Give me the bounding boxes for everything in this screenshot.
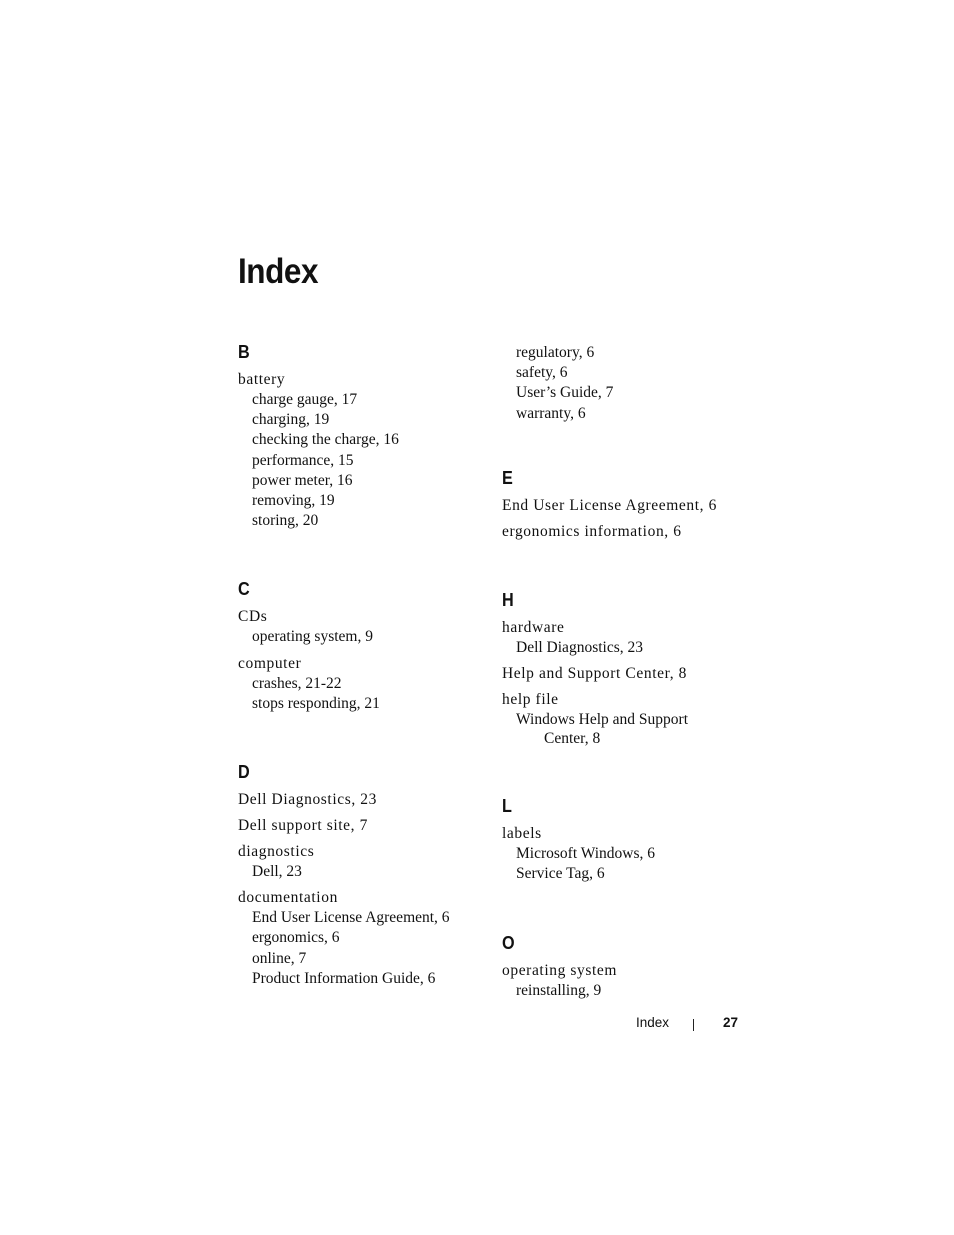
continued-subentries (502, 343, 742, 424)
index-term: operating system (502, 961, 618, 979)
subentry-list (502, 981, 742, 1001)
index-term: diagnostics (238, 843, 315, 861)
index-section (502, 794, 742, 884)
index-term: computer (238, 654, 302, 672)
index-subentry: crashes, 21-22 (252, 674, 342, 692)
section-letter: H (502, 589, 514, 610)
index-subentry: performance, 15 (252, 451, 354, 469)
index-entry (238, 607, 478, 647)
index-entry (502, 664, 742, 684)
index-column-left (238, 340, 478, 1035)
index-section (238, 577, 478, 714)
index-subentry: regulatory, 6 (516, 344, 595, 361)
index-entry (238, 370, 478, 531)
subentry-list (238, 627, 478, 647)
subentry-text: Windows Help and Support (516, 711, 689, 729)
index-section (502, 588, 742, 748)
index-entry (502, 522, 742, 542)
index-term: Dell support site, 7 (238, 817, 368, 835)
subentry-continuation: Center, 8 (544, 730, 601, 748)
index-subentry: charging, 19 (252, 411, 330, 429)
section-letter: L (502, 796, 512, 817)
index-subentry: power meter, 16 (252, 471, 353, 489)
index-entry (238, 654, 478, 714)
index-term: Dell Diagnostics, 23 (238, 791, 377, 809)
index-term: CDs (238, 608, 268, 626)
footer-section-label: Index (636, 1015, 670, 1030)
index-subentry: ergonomics, 6 (252, 929, 340, 947)
index-entry (238, 790, 478, 810)
section-letter: O (502, 932, 515, 953)
index-term: hardware (502, 618, 565, 636)
index-term: ergonomics information, 6 (502, 522, 682, 540)
index-entry (502, 496, 742, 516)
index-section (238, 340, 478, 531)
index-term: battery (238, 371, 286, 388)
index-term: documentation (238, 889, 338, 907)
index-term: help file (502, 691, 559, 709)
subentry-list (502, 844, 742, 884)
index-column-right (502, 340, 742, 1047)
section-letter: B (238, 342, 250, 362)
index-subentry: Dell, 23 (252, 863, 302, 881)
index-entry (502, 690, 742, 748)
subentry-list (238, 908, 478, 989)
index-subentry: online, 7 (252, 949, 307, 967)
subentry-list (502, 710, 742, 748)
subentry-list (238, 390, 478, 531)
index-subentry: Microsoft Windows, 6 (516, 845, 656, 863)
index-subentry: Product Information Guide, 6 (252, 969, 436, 987)
index-entry (238, 888, 478, 989)
index-entry (502, 618, 742, 658)
index-subentry: End User License Agreement, 6 (252, 909, 450, 927)
index-subentry: safety, 6 (516, 364, 568, 382)
index-subentry: Service Tag, 6 (516, 865, 605, 883)
index-subentry: stops responding, 21 (252, 694, 380, 712)
index-term: labels (502, 825, 542, 843)
section-letter: C (238, 579, 250, 600)
index-term: End User License Agreement, 6 (502, 496, 717, 514)
subentry-list (238, 862, 478, 882)
index-term: Help and Support Center, 8 (502, 665, 688, 683)
index-entry (238, 842, 478, 882)
index-subentry: reinstalling, 9 (516, 981, 602, 999)
index-subentry: checking the charge, 16 (252, 431, 399, 449)
index-subentry: User’s Guide, 7 (516, 384, 614, 402)
page-footer (636, 1015, 740, 1035)
page-title: Index (238, 252, 319, 291)
index-subentry (502, 710, 742, 748)
section-letter: E (502, 467, 513, 488)
index-subentry: charge gauge, 17 (252, 391, 358, 408)
footer-separator (693, 1019, 694, 1031)
index-subentry: warranty, 6 (516, 404, 586, 422)
index-section (502, 466, 742, 542)
subentry-list (238, 674, 478, 714)
index-section (502, 931, 742, 1001)
index-section (238, 760, 478, 989)
index-subentry: operating system, 9 (252, 628, 373, 646)
page-number: 27 (722, 1015, 738, 1030)
index-subentry: Dell Diagnostics, 23 (516, 638, 643, 656)
index-subentry: removing, 19 (252, 492, 335, 510)
index-entry (502, 961, 742, 1001)
index-subentry: storing, 20 (252, 512, 319, 530)
index-entry (238, 816, 478, 836)
index-entry (502, 824, 742, 884)
section-letter: D (238, 762, 250, 783)
subentry-list (502, 638, 742, 658)
